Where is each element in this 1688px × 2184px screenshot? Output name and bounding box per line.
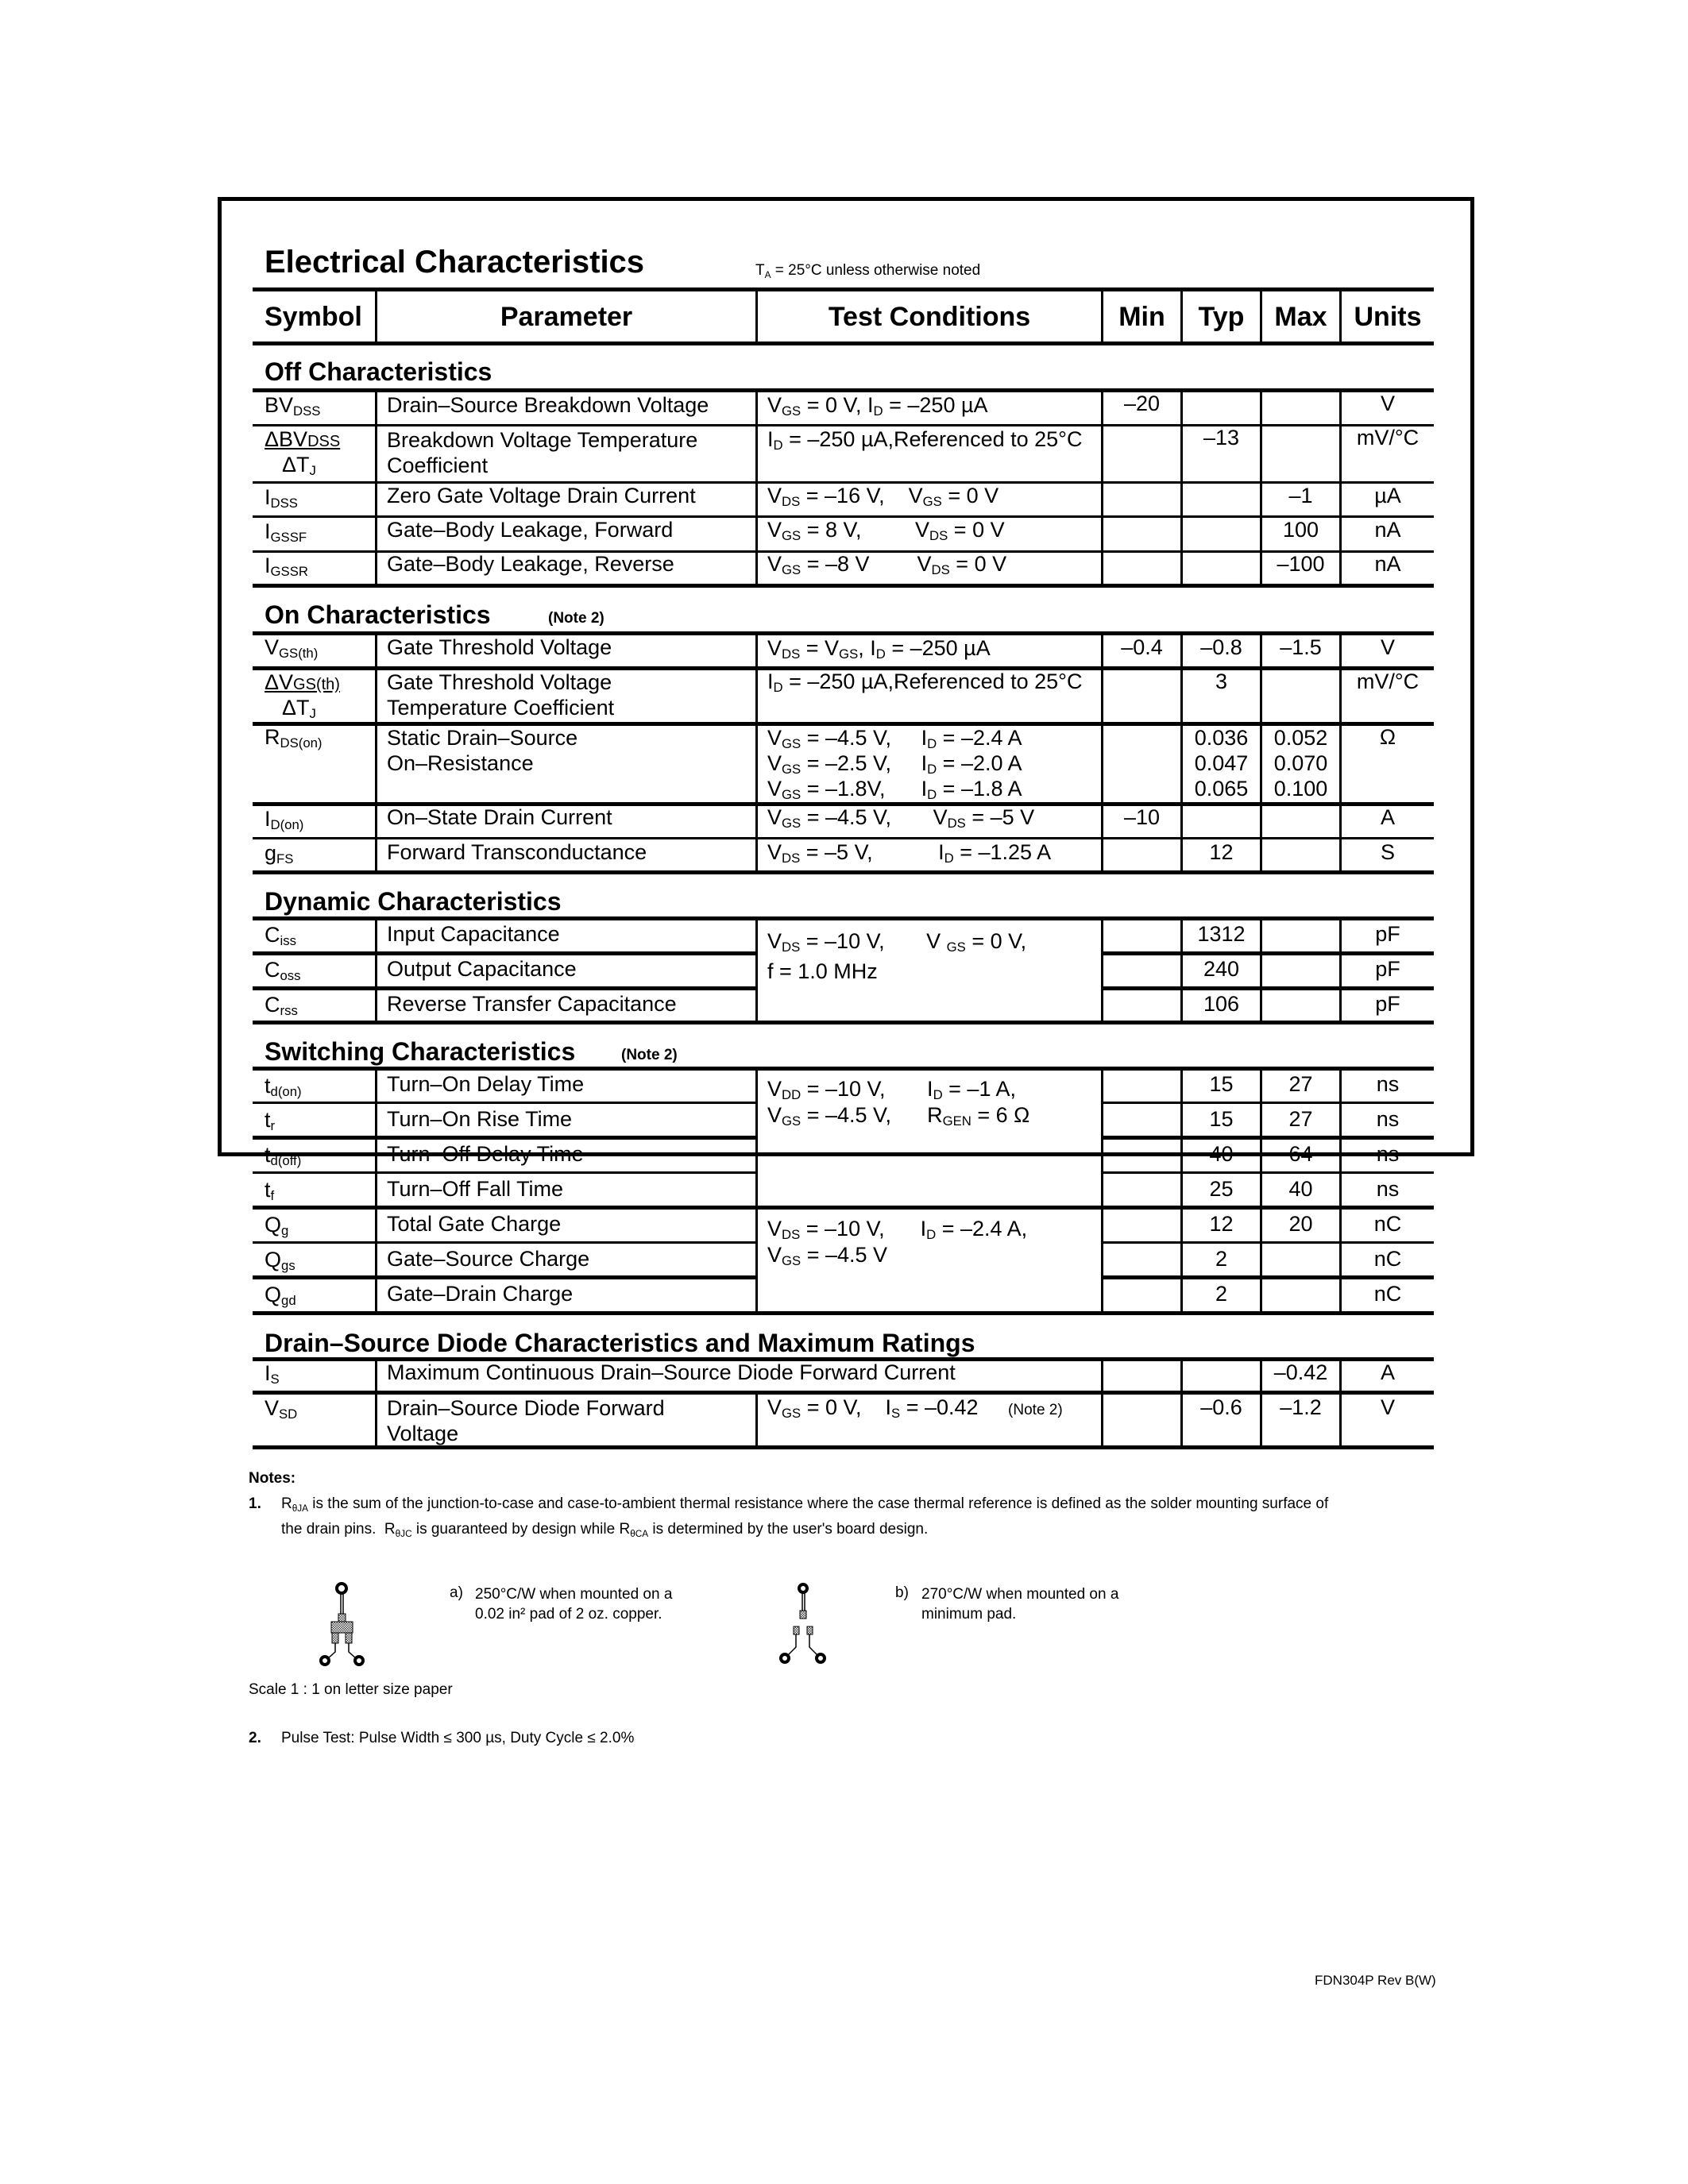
typ-cell: 2	[1215, 1247, 1228, 1271]
max-cell: 27	[1288, 1072, 1313, 1096]
row-rule	[1101, 1275, 1434, 1279]
section-bottom-rule	[253, 584, 1434, 588]
typ-value: 0.047	[1194, 751, 1249, 775]
note-1-line-2: the drain pins. $R_{\theta JC}$ is guaranteed by design while $R_{\theta CA}$ is determined by the user's board design.	[281, 1521, 929, 1539]
conditions-cell: $V_{GS} = 0$ V, $I_D = -250$ µA	[767, 393, 988, 419]
typ-value: 0.036	[1194, 726, 1249, 750]
parameter-cell: Gate Threshold Voltage	[387, 635, 612, 659]
header-test-conditions: Test Conditions	[828, 302, 1031, 332]
col-divider	[1180, 391, 1183, 585]
parameter-cell: Drain–Source Diode Forward Voltage	[387, 1396, 665, 1445]
units-cell: V	[1380, 635, 1395, 659]
col-divider	[755, 919, 758, 1021]
symbol-tr: $t_r$	[265, 1108, 276, 1133]
temperature-condition-note: $T_A = 25^\circ C$ unless otherwise noted	[755, 262, 981, 280]
symbol-delta-bvdss: ΔBVDSS	[265, 427, 341, 451]
row-rule	[1101, 951, 1434, 955]
col-divider	[755, 391, 758, 585]
units-cell: µA	[1374, 484, 1401, 507]
document-revision: FDN304P Rev B(W)	[1315, 1973, 1436, 1988]
conditions-cell: $V_{GS} = -4.5$ V, $I_D = -2.4$ A $V_{GS} = -2.5$ V, $I_D = -2.0$ A $V_{GS} = -1.8V$, $I_D = -1.8$ A	[767, 726, 1022, 802]
max-cell: –1.5	[1280, 635, 1322, 659]
parameter-cell: Maximum Continuous Drain–Source Diode Forward Current	[387, 1360, 956, 1384]
min-cell: –0.4	[1121, 635, 1163, 659]
symbol-bvdss: $BV_{DSS}$	[265, 393, 321, 419]
row-rule	[253, 951, 758, 955]
conditions-cell: $V_{DS} = -10$ V, V $_{GS}$ = 0 V, f = 1.0 MHz	[767, 929, 1027, 983]
typ-cell: 25	[1209, 1177, 1234, 1201]
row-rule	[253, 837, 1434, 839]
symbol-delta-tj: $\Delta T_J$	[282, 696, 316, 721]
note-2-text: Pulse Test: Pulse Width ≤ 300 µs, Duty Cycle ≤ 2.0%	[281, 1730, 635, 1746]
section-bottom-rule	[253, 1311, 1434, 1315]
units-cell: A	[1380, 805, 1395, 829]
conditions-cell: $V_{DD} = -10$ V, $I_D = -1$ A, $V_{GS} = -4.5$ V, $R_{GEN} = 6$ Ω	[767, 1077, 1030, 1129]
section-note: (Note 2)	[621, 1047, 678, 1063]
row-rule	[253, 388, 1434, 392]
symbol-coss: $C_{oss}$	[265, 958, 301, 983]
parameter-cell: Turn–On Rise Time	[387, 1107, 573, 1131]
max-cell: –1	[1288, 484, 1313, 507]
conditions-cell: $V_{GS} = 8$ V, $V_{DS} = 0$ V	[767, 518, 1005, 543]
parameter-cell: Turn–Off Fall Time	[387, 1177, 564, 1201]
conditions-cell: $V_{DS} = -10$ V, $I_D = -2.4$ A, $V_{GS} = -4.5$ V	[767, 1217, 1028, 1268]
row-rule	[253, 1067, 1434, 1071]
note-1-text: is determined by the user's board design.	[652, 1521, 929, 1538]
col-divider	[755, 634, 758, 871]
max-cell: 40	[1288, 1177, 1313, 1201]
header-symbol: Symbol	[265, 302, 362, 332]
parameter-cell: Zero Gate Voltage Drain Current	[387, 484, 696, 507]
col-divider	[755, 1393, 758, 1446]
typ-cell: 40	[1209, 1142, 1234, 1166]
parameter-cell: Gate–Body Leakage, Forward	[387, 518, 674, 542]
min-cell: –10	[1123, 805, 1161, 829]
units-cell: mV/°C	[1356, 426, 1420, 450]
conditions-cell: $V_{GS} = -8$ V $V_{DS} = 0$ V	[767, 552, 1007, 577]
col-divider	[1101, 1360, 1103, 1446]
typ-cell: 15	[1209, 1107, 1234, 1131]
row-rule	[1101, 1241, 1434, 1244]
units-cell: nA	[1374, 552, 1401, 576]
symbol-rds-on: $R_{DS(on)}$	[265, 725, 323, 751]
symbol-ciss: $C_{iss}$	[265, 923, 296, 948]
units-cell: S	[1380, 840, 1395, 864]
header-min: Min	[1118, 302, 1165, 332]
section-title-off: Off Characteristics	[265, 357, 492, 386]
row-rule	[253, 1102, 758, 1104]
figure-a-label: a)	[450, 1584, 463, 1601]
typ-cell: 1312	[1197, 922, 1246, 946]
note-1-text: is guaranteed by design while	[415, 1521, 616, 1538]
section-title-dynamic: Dynamic Characteristics	[265, 887, 562, 916]
parameter-cell: Static Drain–Source On–Resistance	[387, 726, 578, 775]
col-divider	[375, 391, 377, 585]
section-bottom-rule	[253, 1021, 1434, 1024]
max-value: 0.052	[1273, 726, 1328, 750]
max-cell: –100	[1277, 552, 1325, 576]
parameter-cell: Input Capacitance	[387, 922, 560, 946]
max-value: 0.100	[1273, 777, 1328, 801]
row-rule	[253, 986, 758, 990]
conditions-note: (Note 2)	[1008, 1402, 1063, 1418]
units-cell: pF	[1375, 957, 1400, 981]
note-1-text: the drain pins.	[281, 1521, 377, 1538]
units-cell: ns	[1376, 1177, 1400, 1201]
symbol-td-off: $t_{d(off)}$	[265, 1143, 302, 1168]
conditions-cell: $V_{DS} = -5$ V, $I_D = -1.25$ A	[767, 840, 1052, 866]
parameter-cell: Turn–Off Delay Time	[387, 1142, 584, 1166]
symbol-delta-tj: $\Delta T_J$	[282, 453, 316, 478]
symbol-igssr: $I_{GSSR}$	[265, 554, 308, 579]
col-divider	[1101, 634, 1103, 871]
parameter-cell: Turn–On Delay Time	[387, 1072, 585, 1096]
col-divider	[375, 919, 377, 1021]
typ-value: 0.065	[1194, 777, 1249, 801]
conditions-cell: $V_{GS} = 0$ V, $I_S = -0.42$ (Note 2)	[767, 1395, 1063, 1421]
conditions-cell: $V_{DS} = V_{GS}$, $I_D = -250$ µA	[767, 636, 991, 662]
parameter-cell: Gate Threshold Voltage Temperature Coefficient	[387, 670, 615, 720]
conditions-cell: $V_{GS} = -4.5$ V, $V_{DS} = -5$ V	[767, 805, 1035, 831]
max-cell	[1262, 725, 1339, 801]
row-rule	[1101, 986, 1434, 990]
note-1-line-1: $R_{\theta JA}$ is the sum of the junction-to-case and case-to-ambient thermal resistance where the case thermal reference is defined as the solder mounting surface of	[281, 1495, 1329, 1514]
page-title: Electrical Characteristics	[265, 245, 645, 280]
col-divider	[755, 1069, 758, 1312]
header-top-rule	[253, 287, 1434, 291]
row-rule	[253, 916, 1434, 920]
parameter-cell: Gate–Source Charge	[387, 1247, 590, 1271]
units-cell: pF	[1375, 922, 1400, 946]
max-cell: –0.42	[1273, 1360, 1328, 1384]
conditions-cell: $I_D = -250$ µA,Referenced to 25°C	[767, 669, 1083, 695]
row-rule	[253, 1171, 758, 1174]
units-cell: nC	[1373, 1282, 1402, 1306]
row-rule	[1101, 1102, 1434, 1104]
typ-cell: 12	[1209, 1212, 1234, 1236]
symbol-vgs-th: $V_{GS(th)}$	[265, 635, 319, 661]
units-cell: nA	[1374, 518, 1401, 542]
row-rule	[253, 1136, 758, 1140]
max-cell: 100	[1282, 518, 1319, 542]
parameter-cell: On–State Drain Current	[387, 805, 612, 829]
typ-cell: –0.8	[1200, 635, 1242, 659]
figure-a-line-1: 250°C/W when mounted on a	[475, 1586, 673, 1603]
units-cell: ns	[1376, 1107, 1400, 1131]
typ-cell: –13	[1203, 426, 1240, 450]
section-title-on: On Characteristics	[265, 600, 491, 629]
parameter-cell: Breakdown Voltage Temperature Coefficient	[387, 428, 698, 477]
units-cell: mV/°C	[1356, 669, 1420, 693]
row-rule	[253, 1241, 758, 1244]
col-divider	[375, 1069, 377, 1312]
row-rule	[253, 1206, 1434, 1210]
figure-a-caption	[475, 1584, 672, 1624]
typ-cell: 15	[1209, 1072, 1234, 1096]
note-1-text: is the sum of the junction-to-case and case-to-ambient thermal resistance where the case thermal reference is defined as the solder mounting surface of	[312, 1495, 1329, 1512]
typ-cell	[1183, 725, 1260, 801]
symbol-vsd: $V_{SD}$	[265, 1396, 298, 1422]
section-title-diode: Drain–Source Diode Characteristics and Maximum Ratings	[265, 1329, 975, 1357]
symbol-delta-vgs-th: ΔVGS(th)	[265, 670, 340, 694]
row-rule	[253, 1275, 758, 1279]
units-cell: V	[1380, 1395, 1395, 1419]
symbol-gfs: $g_{FS}$	[265, 841, 294, 866]
min-cell: –20	[1123, 392, 1161, 415]
section-bottom-rule	[253, 870, 1434, 874]
col-divider	[1101, 391, 1103, 585]
symbol-tf: $t_f$	[265, 1178, 275, 1203]
symbol-id-on: $I_{D(on)}$	[265, 807, 304, 832]
row-rule	[1101, 1171, 1434, 1174]
symbol-crss: $C_{rss}$	[265, 993, 298, 1018]
max-value: 0.070	[1273, 751, 1328, 775]
row-rule	[253, 1391, 1434, 1395]
symbol-idss: $I_{DSS}$	[265, 485, 298, 511]
units-cell: ns	[1376, 1072, 1400, 1096]
max-cell: 64	[1288, 1142, 1313, 1166]
pad-layout-minimum-icon	[774, 1580, 838, 1668]
figure-a-line-2: 0.02 in² pad of 2 oz. copper.	[475, 1606, 662, 1623]
symbol-igssf: $I_{GSSF}$	[265, 519, 307, 545]
scale-note: Scale 1 : 1 on letter size paper	[249, 1681, 453, 1698]
header-bottom-rule	[253, 341, 1434, 345]
units-cell: nC	[1373, 1247, 1402, 1271]
units-cell: pF	[1375, 992, 1400, 1016]
pad-layout-large-icon	[314, 1580, 377, 1668]
row-rule	[1101, 1136, 1434, 1140]
header-units: Units	[1354, 302, 1422, 332]
section-note: (Note 2)	[548, 610, 605, 627]
max-cell: –1.2	[1280, 1395, 1322, 1419]
units-cell: nC	[1373, 1212, 1402, 1236]
figure-b-line-2: minimum pad.	[921, 1606, 1017, 1623]
typ-cell: 3	[1215, 669, 1228, 693]
note-2-number: 2.	[249, 1730, 261, 1746]
symbol-qgd: $Q_{gd}$	[265, 1283, 296, 1308]
units-cell: Ω	[1379, 725, 1396, 749]
symbol-qgs: $Q_{gs}$	[265, 1248, 295, 1273]
col-divider	[1101, 1069, 1103, 1312]
header-typ: Typ	[1198, 302, 1245, 332]
parameter-cell: Reverse Transfer Capacitance	[387, 992, 677, 1016]
figure-b-caption	[921, 1584, 1118, 1624]
symbol-qg: $Q_g$	[265, 1213, 289, 1238]
figure-b-label: b)	[895, 1584, 909, 1601]
max-cell: 27	[1288, 1107, 1313, 1131]
parameter-cell: Gate–Body Leakage, Reverse	[387, 552, 674, 576]
conditions-cell: $V_{DS} = -16$ V, $V_{GS} = 0$ V	[767, 484, 999, 509]
col-divider	[375, 1360, 377, 1446]
units-cell: V	[1380, 392, 1395, 415]
typ-cell: –0.6	[1200, 1395, 1242, 1419]
section-title-switching: Switching Characteristics	[265, 1037, 576, 1066]
notes-heading: Notes:	[249, 1470, 296, 1487]
col-divider	[1260, 919, 1262, 1021]
figure-b-line-1: 270°C/W when mounted on a	[921, 1586, 1119, 1603]
conditions-cell: $I_D = -250$ µA,Referenced to 25°C	[767, 427, 1083, 453]
header-parameter: Parameter	[500, 302, 633, 332]
parameter-cell: Gate–Drain Charge	[387, 1282, 574, 1306]
typ-cell: 2	[1215, 1282, 1228, 1306]
typ-cell: 12	[1209, 840, 1234, 864]
max-cell: 20	[1288, 1212, 1313, 1236]
parameter-cell: Output Capacitance	[387, 957, 577, 981]
header-max: Max	[1274, 302, 1327, 332]
parameter-cell: Forward Transconductance	[387, 840, 647, 864]
parameter-cell: Total Gate Charge	[387, 1212, 562, 1236]
col-divider	[375, 634, 377, 871]
symbol-is: $I_S$	[265, 1361, 280, 1387]
typ-cell: 106	[1203, 992, 1240, 1016]
note-1-number: 1.	[249, 1495, 261, 1512]
symbol-td-on: $t_{d(on)}$	[265, 1074, 302, 1099]
units-cell: ns	[1376, 1142, 1400, 1166]
units-cell: A	[1380, 1360, 1395, 1384]
parameter-cell: Drain–Source Breakdown Voltage	[387, 393, 709, 417]
typ-cell: 240	[1203, 957, 1240, 981]
col-divider	[1101, 919, 1103, 1021]
